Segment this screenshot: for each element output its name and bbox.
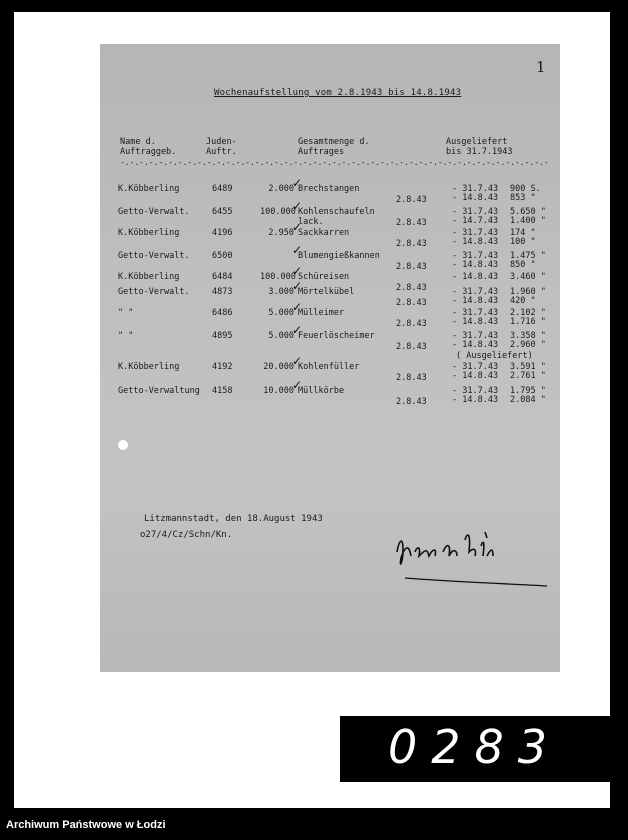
row-value-1: 1.475 " <box>510 251 546 261</box>
row-period-1: - 31.7.43 <box>452 331 499 341</box>
row-period-1: - 31.7.43 <box>452 308 499 318</box>
row-client: Getto-Verwalt. <box>118 287 190 297</box>
document-page <box>100 44 560 672</box>
check-mark: ✓ <box>292 264 303 278</box>
row-value-1: 900 S. <box>510 184 541 194</box>
row-item: Sackkarren <box>298 228 350 238</box>
row-value-1: 3.358 " <box>510 331 546 341</box>
row-date: 2.8.43 <box>396 342 427 352</box>
row-date: 2.8.43 <box>396 319 427 329</box>
row-item: Kohlenschaufeln lack. <box>298 207 375 227</box>
row-client: " " <box>118 331 134 341</box>
row-quantity: 3.000 <box>268 287 294 297</box>
row-item: Feuerlöscheimer <box>298 331 375 341</box>
row-period-1: - 31.7.43 <box>452 386 499 396</box>
row-value-2: 100 " <box>510 237 536 247</box>
row-period-2: - 14.8.43 <box>452 237 499 247</box>
check-mark: ✓ <box>292 176 303 190</box>
row-client: Getto-Verwalt. <box>118 251 190 261</box>
row-date: 2.8.43 <box>396 262 427 272</box>
row-quantity: 10.000 <box>263 386 294 396</box>
row-period-1: - 14.8.43 <box>452 272 499 282</box>
row-period-2: - 14.8.43 <box>452 317 499 327</box>
check-mark: ✓ <box>292 300 303 314</box>
row-period-1: - 31.7.43 <box>452 362 499 372</box>
row-order-number: 4192 <box>212 362 233 372</box>
header-ausgeliefert: Ausgeliefert bis 31.7.1943 <box>446 137 513 157</box>
row-quantity: 100.000 <box>260 207 296 217</box>
row-period-2: - 14.8.43 <box>452 340 499 350</box>
row-period-2: - 14.8.43 <box>452 193 499 203</box>
row-quantity: 20.000 <box>263 362 294 372</box>
row-order-number: 6500 <box>212 251 233 261</box>
row-client: Getto-Verwalt. <box>118 207 190 217</box>
header-gesamt: Gesamtmenge d. Auftrages <box>298 137 370 157</box>
row-client: Getto-Verwaltung <box>118 386 200 396</box>
row-quantity: 100.000 <box>260 272 296 282</box>
row-item: Mülleimer <box>298 308 345 318</box>
row-order-number: 6455 <box>212 207 233 217</box>
row-value-2: 2.084 " <box>510 395 546 405</box>
row-period-2: - 14.7.43 <box>452 216 499 226</box>
row-value-1: 3.591 " <box>510 362 546 372</box>
row-value-2: 2.761 " <box>510 371 546 381</box>
row-order-number: 6489 <box>212 184 233 194</box>
row-value-2: 850 " <box>510 260 536 270</box>
row-quantity: 5.000 <box>268 331 294 341</box>
row-period-2: - 14.8.43 <box>452 371 499 381</box>
row-client: K.Köbberling <box>118 184 180 194</box>
row-value-1: 1.960 " <box>510 287 546 297</box>
row-order-number: 6486 <box>212 308 233 318</box>
check-mark: ✓ <box>292 220 303 234</box>
row-period-1: - 31.7.43 <box>452 228 499 238</box>
row-item: Brechstangen <box>298 184 360 194</box>
row-item: Mörtelkübel <box>298 287 355 297</box>
check-mark: ✓ <box>292 199 303 213</box>
page-number: 1 <box>536 58 546 76</box>
row-date: 2.8.43 <box>396 373 427 383</box>
row-date: 2.8.43 <box>396 218 427 228</box>
row-quantity: 5.000 <box>268 308 294 318</box>
row-date: 2.8.43 <box>396 239 427 249</box>
row-order-number: 6484 <box>212 272 233 282</box>
row-period-1: - 31.7.43 <box>452 251 499 261</box>
archive-name: Archiwum Państwowe w Łodzi <box>6 819 166 831</box>
row-value-2: 853 " <box>510 193 536 203</box>
row-date: 2.8.43 <box>396 283 427 293</box>
header-separator: -.-.-.-.-.-.-.-.-.-.-.-.-.-.-.-.-.-.-.-.-.-.-.-.-.-.-.-.-.-.-.-.-.-.-.-.-.-.-.-.-.-.-.-.- <box>120 158 549 167</box>
row-period-2: - 14.8.43 <box>452 296 499 306</box>
check-mark: ✓ <box>292 279 303 293</box>
row-order-number: 4873 <box>212 287 233 297</box>
row-order-number: 4158 <box>212 386 233 396</box>
row-period-2: - 14.8.43 <box>452 395 499 405</box>
check-mark: ✓ <box>292 354 303 368</box>
row-date: 2.8.43 <box>396 298 427 308</box>
row-quantity: 2.950 <box>268 228 294 238</box>
row-value-2: 1.400 " <box>510 216 546 226</box>
check-mark: ✓ <box>292 323 303 337</box>
row-client: K.Köbberling <box>118 272 180 282</box>
row-order-number: 4895 <box>212 331 233 341</box>
row-date: 2.8.43 <box>396 397 427 407</box>
punch-hole <box>118 440 128 450</box>
row-item: Blumengießkannen <box>298 251 380 261</box>
row-date: 2.8.43 <box>396 195 427 205</box>
document-title: Wochenaufstellung vom 2.8.1943 bis 14.8.1943 <box>214 88 462 98</box>
check-mark: ✓ <box>292 243 303 257</box>
row-item: Schüreisen <box>298 272 350 282</box>
reference-code: o27/4/Cz/Schn/Kn. <box>140 530 233 540</box>
row-period-2: - 14.8.43 <box>452 260 499 270</box>
row-value-2: 420 " <box>510 296 536 306</box>
row-note: ( Ausgeliefert) <box>456 351 533 361</box>
signature <box>395 522 555 595</box>
row-period-1: - 31.7.43 <box>452 184 499 194</box>
row-period-1: - 31.7.43 <box>452 287 499 297</box>
row-value-2: 1.716 " <box>510 317 546 327</box>
row-quantity: 2.000 <box>268 184 294 194</box>
frame-number: 0283 <box>388 720 562 774</box>
row-client: K.Köbberling <box>118 228 180 238</box>
row-client: " " <box>118 308 134 318</box>
row-period-1: - 31.7.43 <box>452 207 499 217</box>
check-mark: ✓ <box>292 378 303 392</box>
row-value-1: 2.102 " <box>510 308 546 318</box>
place-date: Litzmannstadt, den 18.August 1943 <box>144 514 323 524</box>
row-value-2: 2.960 " <box>510 340 546 350</box>
row-value-1: 174 " <box>510 228 536 238</box>
row-order-number: 4196 <box>212 228 233 238</box>
row-value-1: 3.460 " <box>510 272 546 282</box>
row-value-1: 5.650 " <box>510 207 546 217</box>
row-client: K.Köbberling <box>118 362 180 372</box>
row-item: Kohlenfüller <box>298 362 360 372</box>
row-item: Müllkörbe <box>298 386 345 396</box>
row-value-1: 1.795 " <box>510 386 546 396</box>
header-name: Name d. Auftraggeb. <box>120 137 177 157</box>
header-juden: Juden- Auftr. <box>206 137 237 157</box>
archive-footer <box>0 808 628 840</box>
